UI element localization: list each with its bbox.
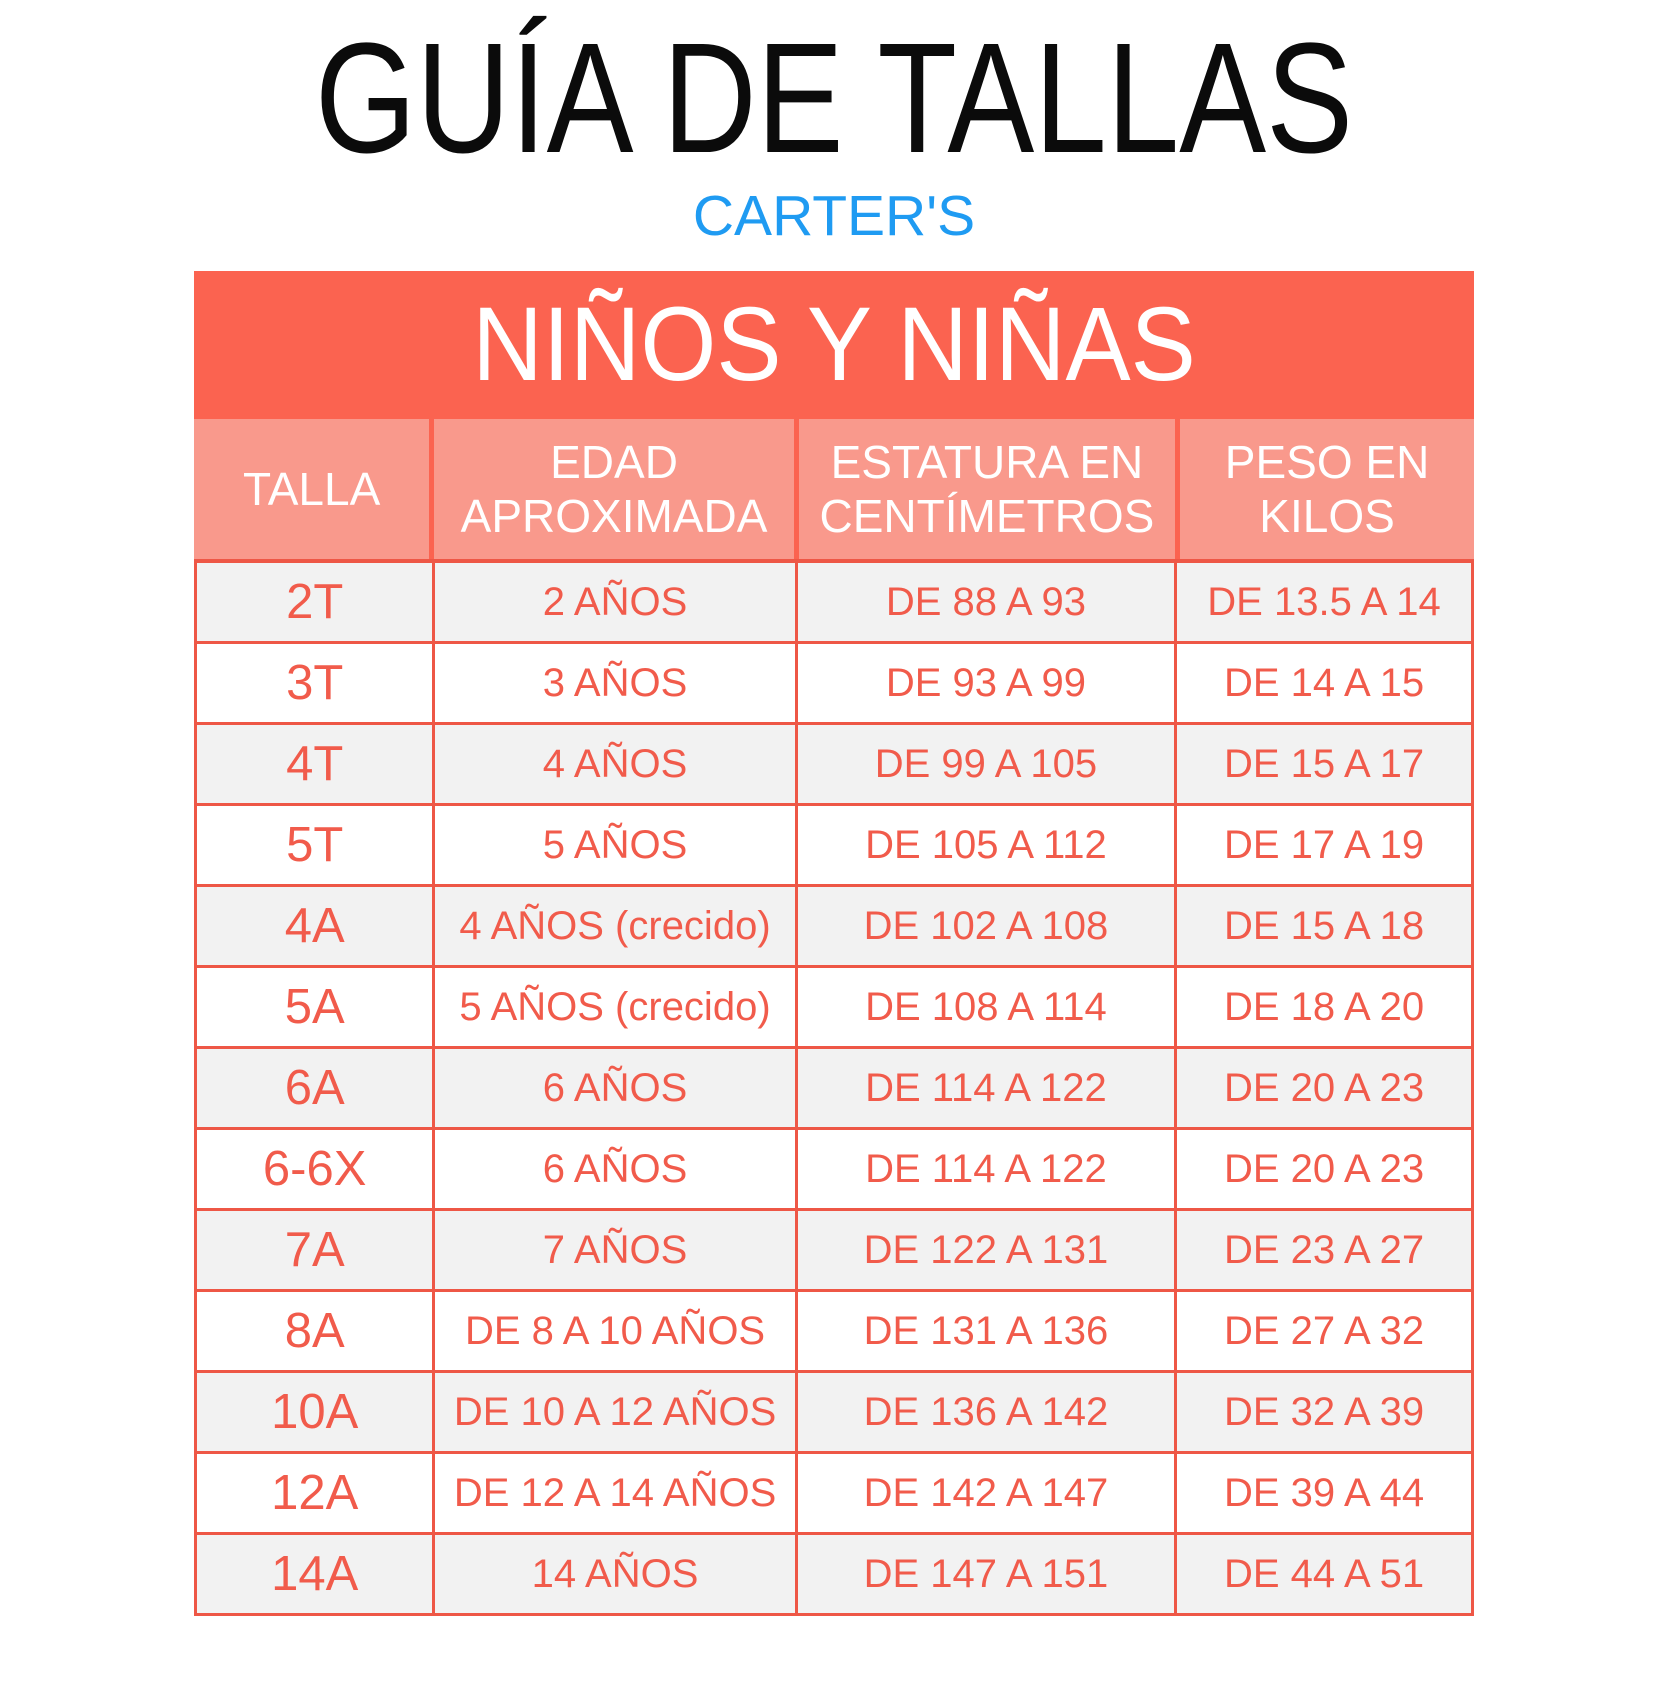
value-cell: DE 15 A 17 bbox=[1177, 725, 1471, 803]
value-cell: DE 147 A 151 bbox=[798, 1535, 1174, 1613]
value-cell: DE 93 A 99 bbox=[798, 644, 1174, 722]
value-cell: 14 AÑOS bbox=[435, 1535, 794, 1613]
size-cell: 7A bbox=[197, 1211, 432, 1289]
value-cell: DE 99 A 105 bbox=[798, 725, 1174, 803]
value-cell: DE 105 A 112 bbox=[798, 806, 1174, 884]
value-cell: 6 AÑOS bbox=[435, 1130, 794, 1208]
size-cell: 6-6X bbox=[197, 1130, 432, 1208]
value-cell: 7 AÑOS bbox=[435, 1211, 794, 1289]
size-cell: 5T bbox=[197, 806, 432, 884]
size-cell: 3T bbox=[197, 644, 432, 722]
table-body bbox=[194, 559, 1474, 1616]
size-cell: 6A bbox=[197, 1049, 432, 1127]
value-cell: DE 17 A 19 bbox=[1177, 806, 1471, 884]
value-cell: DE 131 A 136 bbox=[798, 1292, 1174, 1370]
table-header-area bbox=[194, 271, 1474, 559]
value-cell: DE 88 A 93 bbox=[798, 563, 1174, 641]
size-cell: 2T bbox=[197, 563, 432, 641]
value-cell: DE 14 A 15 bbox=[1177, 644, 1471, 722]
header-cell-3: PESO EN KILOS bbox=[1180, 419, 1474, 559]
size-cell: 4A bbox=[197, 887, 432, 965]
size-cell: 14A bbox=[197, 1535, 432, 1613]
size-cell: 4T bbox=[197, 725, 432, 803]
value-cell: DE 12 A 14 AÑOS bbox=[435, 1454, 794, 1532]
value-cell: 5 AÑOS bbox=[435, 806, 794, 884]
value-cell: DE 13.5 A 14 bbox=[1177, 563, 1471, 641]
value-cell: DE 44 A 51 bbox=[1177, 1535, 1471, 1613]
value-cell: 5 AÑOS (crecido) bbox=[435, 968, 794, 1046]
header-cell-1: EDAD APROXIMADA bbox=[434, 419, 793, 559]
value-cell: DE 39 A 44 bbox=[1177, 1454, 1471, 1532]
size-guide-page bbox=[0, 11, 1668, 1684]
value-cell: DE 142 A 147 bbox=[798, 1454, 1174, 1532]
value-cell: 6 AÑOS bbox=[435, 1049, 794, 1127]
value-cell: DE 102 A 108 bbox=[798, 887, 1174, 965]
size-cell: 10A bbox=[197, 1373, 432, 1451]
value-cell: DE 23 A 27 bbox=[1177, 1211, 1471, 1289]
value-cell: DE 20 A 23 bbox=[1177, 1049, 1471, 1127]
table-header-row bbox=[194, 419, 1474, 559]
value-cell: DE 136 A 142 bbox=[798, 1373, 1174, 1451]
value-cell: 4 AÑOS bbox=[435, 725, 794, 803]
value-cell: DE 10 A 12 AÑOS bbox=[435, 1373, 794, 1451]
header-cell-2: ESTATURA EN CENTÍMETROS bbox=[799, 419, 1175, 559]
table-banner-label: NIÑOS Y NIÑAS bbox=[472, 286, 1196, 404]
value-cell: DE 15 A 18 bbox=[1177, 887, 1471, 965]
value-cell: DE 108 A 114 bbox=[798, 968, 1174, 1046]
size-cell: 5A bbox=[197, 968, 432, 1046]
value-cell: 4 AÑOS (crecido) bbox=[435, 887, 794, 965]
size-table bbox=[194, 271, 1474, 1616]
value-cell: 2 AÑOS bbox=[435, 563, 794, 641]
value-cell: DE 20 A 23 bbox=[1177, 1130, 1471, 1208]
brand-name: CARTER'S bbox=[692, 184, 976, 249]
header-cell-0: TALLA bbox=[194, 419, 429, 559]
value-cell: 3 AÑOS bbox=[435, 644, 794, 722]
value-cell: DE 18 A 20 bbox=[1177, 968, 1471, 1046]
value-cell: DE 122 A 131 bbox=[798, 1211, 1174, 1289]
table-banner bbox=[194, 271, 1474, 419]
size-cell: 12A bbox=[197, 1454, 432, 1532]
value-cell: DE 32 A 39 bbox=[1177, 1373, 1471, 1451]
value-cell: DE 8 A 10 AÑOS bbox=[435, 1292, 794, 1370]
size-cell: 8A bbox=[197, 1292, 432, 1370]
value-cell: DE 27 A 32 bbox=[1177, 1292, 1471, 1370]
page-title: GUÍA DE TALLAS bbox=[314, 11, 1354, 186]
value-cell: DE 114 A 122 bbox=[798, 1049, 1174, 1127]
value-cell: DE 114 A 122 bbox=[798, 1130, 1174, 1208]
